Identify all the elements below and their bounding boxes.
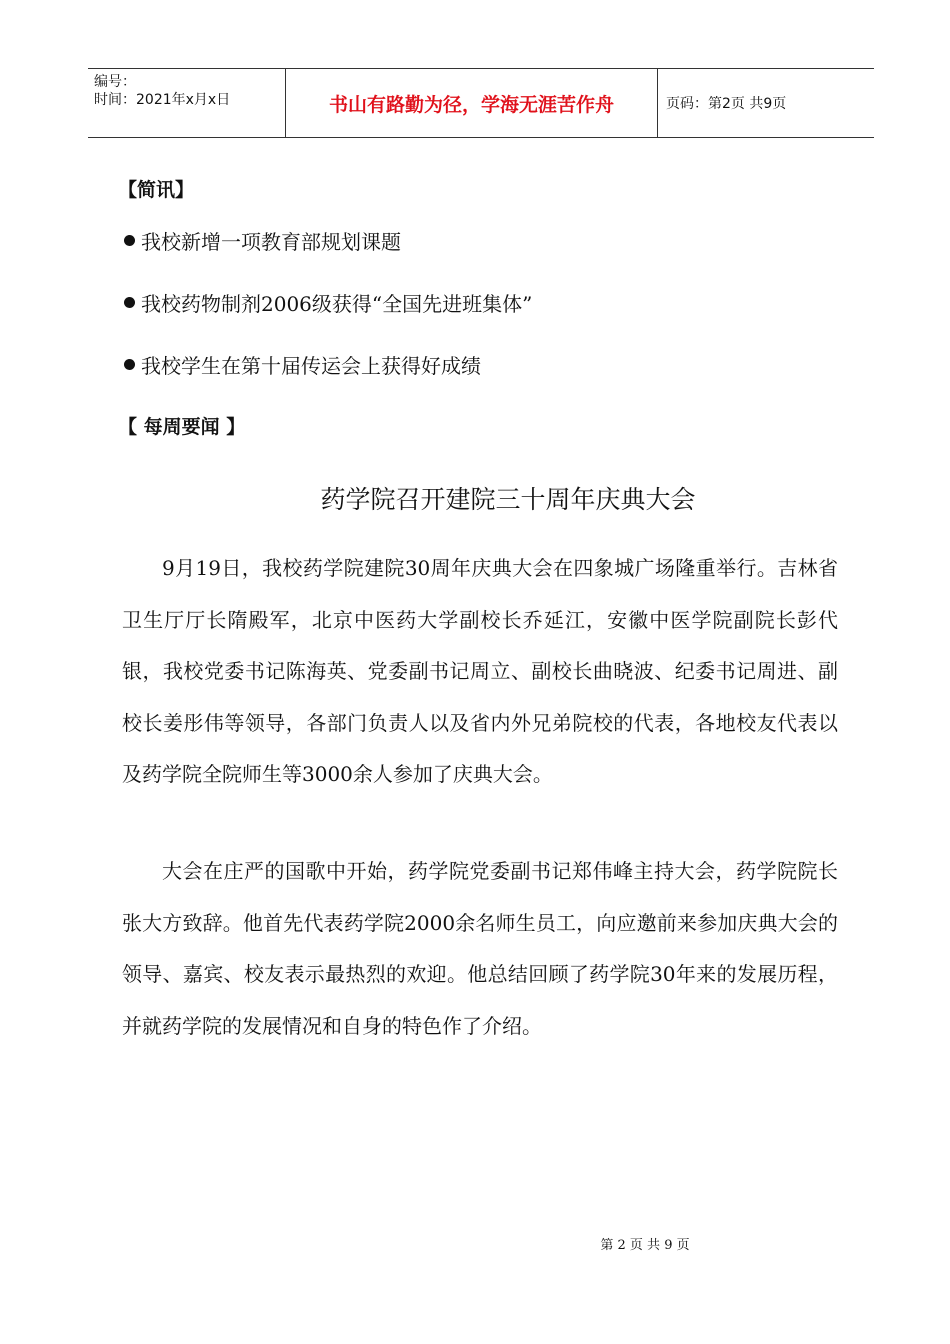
brief-item [124, 226, 401, 255]
bullet-dot-icon [124, 359, 135, 370]
brief-item [124, 288, 532, 317]
briefs-heading: 【简讯】 [118, 179, 195, 201]
header-motto: 书山有路勤为径，学海无涯苦作舟 [286, 69, 658, 137]
weekly-news-heading: 【 每周要闻 】 [118, 416, 246, 438]
brief-item-text: 我校新增一项教育部规划课题 [141, 230, 401, 254]
brief-item [124, 350, 481, 379]
brief-item-text: 我校学生在第十届传运会上获得好成绩 [141, 354, 481, 378]
header-meta [88, 69, 286, 137]
article-title: 药学院召开建院三十周年庆典大会 [320, 485, 696, 514]
article-paragraph: 大会在庄严的国歌中开始，药学院党委副书记郑伟峰主持大会，药学院院长张大方致辞。他首先代表药学院2000余名师生员工，向应邀前来参加庆典大会的领导、嘉宾、校友表示最热烈的欢迎。他总结回顾了药学院30年来的发展历程，并就药学院的发展情况和自身的特色作了介绍。 [122, 859, 838, 1038]
brief-item-text: 我校药物制剂2006级获得“全国先进班集体” [141, 292, 533, 316]
bullet-dot-icon [124, 235, 135, 246]
serial-label: 编号： [94, 74, 136, 90]
bullet-dot-icon [124, 297, 135, 308]
date-line: 时间：2021年x月x日 [94, 92, 231, 108]
page-footer: 第 2 页 共 9 页 [600, 1238, 690, 1253]
article-paragraph: 9月19日，我校药学院建院30周年庆典大会在四象城广场隆重举行。吉林省卫生厅厅长隋殿军，北京中医药大学副校长乔延江，安徽中医学院副院长彭代银，我校党委书记陈海英、党委副书记周立、副校长曲晓波、纪委书记周进、副校长姜彤伟等领导，各部门负责人以及省内外兄弟院校的代表，各地校友代表以及药学院全院师生等3000余人参加了庆典大会。 [122, 556, 838, 786]
header-page-info: 页码：第2页 共9页 [666, 96, 787, 112]
page-header [88, 68, 874, 138]
